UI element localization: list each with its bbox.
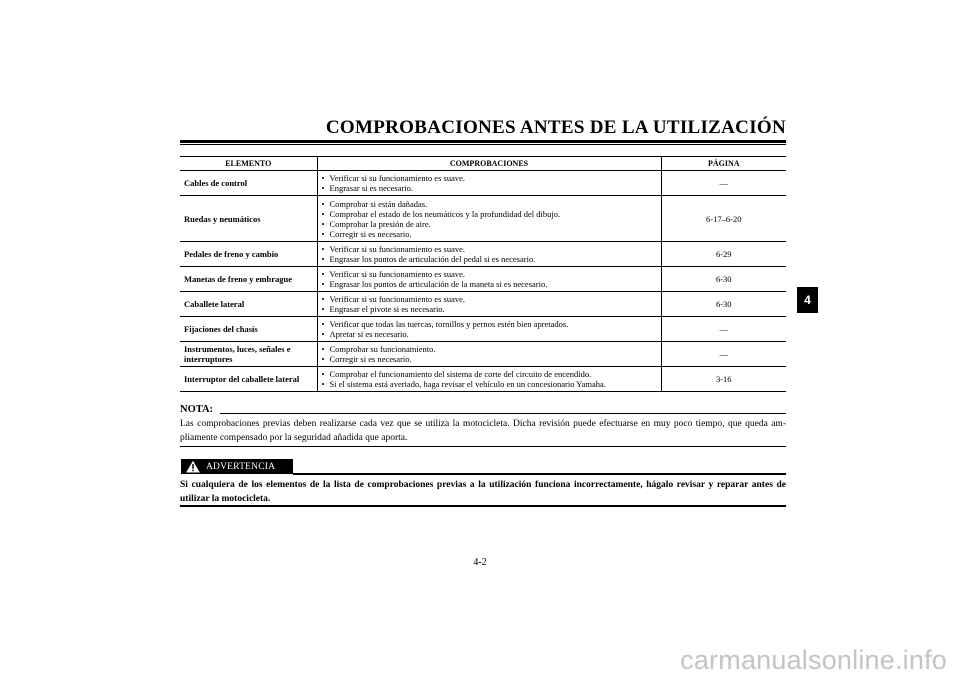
row-checks (317, 242, 661, 267)
check-line: • Comprobar la presión de aire. (321, 219, 658, 229)
watermark: carmanualsonline.info (680, 645, 947, 675)
table-row (180, 292, 786, 317)
row-item: Fijaciones del chasis (180, 317, 317, 342)
table-row (180, 342, 786, 367)
column-header-pagina: PÁGINA (661, 157, 786, 171)
column-header-elemento: ELEMENTO (180, 157, 317, 171)
warning-rule (293, 473, 786, 475)
note-heading: NOTA: (180, 404, 214, 415)
row-item: Interruptor del caballete lateral (180, 367, 317, 392)
row-page: 6-29 (661, 242, 786, 267)
row-checks (317, 367, 661, 392)
row-checks (317, 292, 661, 317)
chapter-tab[interactable] (797, 287, 818, 313)
note-text: Las comprobaciones previas deben realizarse cada vez que se utiliza la motocicleta. Dicha revisión puede efectuarse en muy poco tiempo, que queda am- pliamente compensado por la seguridad añadida que aporta. (180, 419, 786, 443)
check-line: • Verificar si su funcionamiento es suave. (321, 173, 658, 183)
row-checks (317, 267, 661, 292)
table-row (180, 171, 786, 196)
check-line: • Verificar si su funcionamiento es suave. (321, 244, 658, 254)
check-line: • Engrasar los puntos de articulación de la maneta si es necesario. (321, 279, 658, 289)
check-line: • Comprobar su funcionamiento. (321, 344, 658, 354)
row-item: Cables de control (180, 171, 317, 196)
check-line: • Si el sistema está averiado, haga revisar el vehículo en un concesionario Yamaha. (321, 379, 658, 389)
check-line: • Verificar que todas las tuercas, tornillos y pernos estén bien apretados. (321, 319, 658, 329)
row-item: Instrumentos, luces, señales e interruptores (180, 342, 317, 367)
warning-triangle-icon (185, 460, 201, 473)
row-item: Manetas de freno y embrague (180, 267, 317, 292)
table-row (180, 367, 786, 392)
warning-label: ADVERTENCIA (206, 461, 276, 472)
note-rule (220, 413, 786, 414)
check-line: • Apretar si es necesario. (321, 329, 658, 339)
row-item: Caballete lateral (180, 292, 317, 317)
check-line: • Comprobar el estado de los neumáticos y la profundidad del dibujo. (321, 209, 658, 219)
page-number: 4-2 (473, 557, 487, 568)
row-page: 6-17–6-20 (661, 196, 786, 242)
check-line: • Corregir si es necesario. (321, 229, 658, 239)
checks-table (180, 156, 786, 392)
check-line: • Engrasar los puntos de articulación del pedal si es necesario. (321, 254, 658, 264)
row-checks (317, 317, 661, 342)
row-checks (317, 196, 661, 242)
chapter-tab-label: 4 (804, 293, 811, 307)
warning-bottom-rule (180, 505, 786, 507)
check-line: • Verificar si su funcionamiento es suave. (321, 269, 658, 279)
check-line: • Corregir si es necesario. (321, 354, 658, 364)
check-line: • Comprobar si están dañadas. (321, 199, 658, 209)
table-row (180, 317, 786, 342)
column-header-comprobaciones: COMPROBACIONES (317, 157, 661, 171)
title-rule-thick (180, 140, 786, 143)
row-page: — (661, 342, 786, 367)
row-item: Ruedas y neumáticos (180, 196, 317, 242)
table-row (180, 267, 786, 292)
row-page: — (661, 171, 786, 196)
row-item: Pedales de freno y cambio (180, 242, 317, 267)
check-line: • Verificar si su funcionamiento es suave. (321, 294, 658, 304)
row-page: 6-30 (661, 267, 786, 292)
row-checks (317, 171, 661, 196)
warning-text: Si cualquiera de los elementos de la lista de comprobaciones previas a la utilización funciona incorrectamente, hágalo revisar y reparar antes de utilizar la motocicleta. (180, 480, 786, 504)
check-line: • Engrasar el pivote si es necesario. (321, 304, 658, 314)
row-page: 3-16 (661, 367, 786, 392)
row-checks (317, 342, 661, 367)
warning-badge (181, 459, 293, 474)
table-header-row (180, 157, 786, 171)
row-page: 6-30 (661, 292, 786, 317)
table-row (180, 196, 786, 242)
check-line: • Engrasar si es necesario. (321, 183, 658, 193)
row-page: — (661, 317, 786, 342)
check-line: • Comprobar el funcionamiento del sistema de corte del circuito de encendido. (321, 369, 658, 379)
table-row (180, 242, 786, 267)
title-rule-thin (180, 144, 786, 145)
page-title: COMPROBACIONES ANTES DE LA UTILIZACIÓN (325, 117, 786, 138)
note-bottom-rule (180, 446, 786, 447)
